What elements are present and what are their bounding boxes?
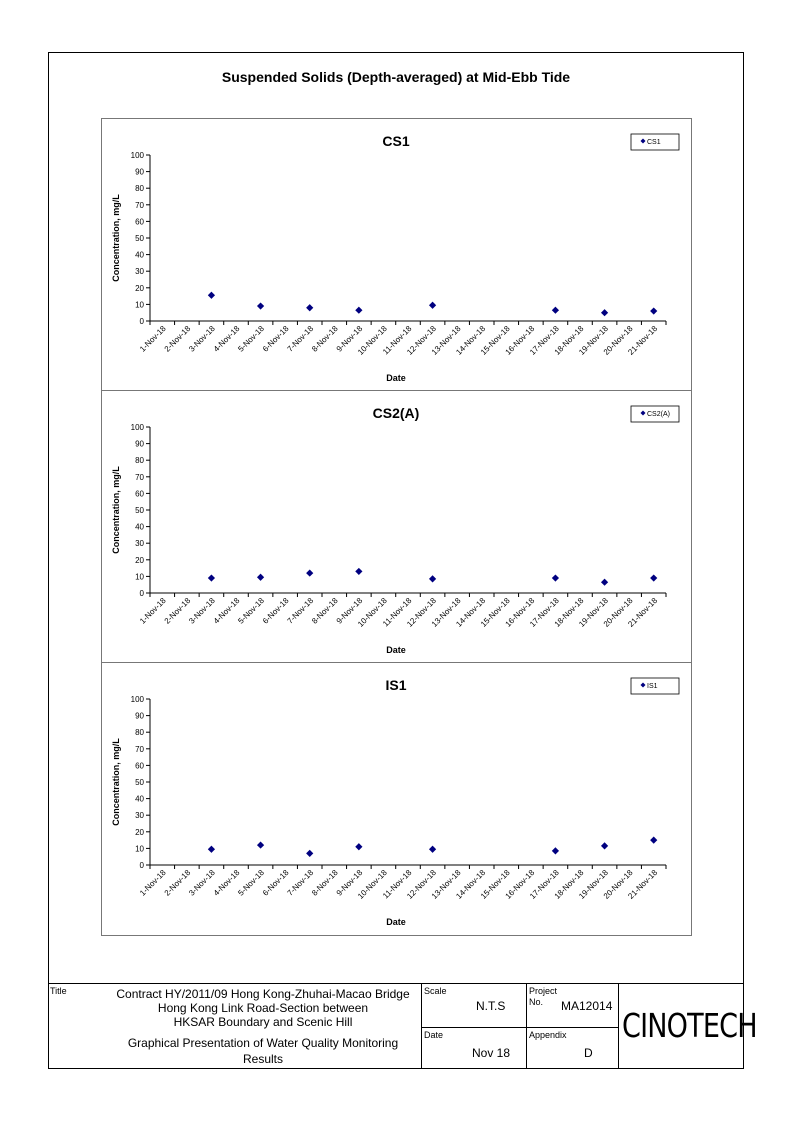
x-tick-label: 8-Nov-18: [310, 868, 340, 898]
y-tick-label: 0: [139, 317, 144, 326]
x-tick-label: 19-Nov-18: [577, 324, 610, 357]
x-axis-label: Date: [386, 645, 406, 655]
x-axis-label: Date: [386, 917, 406, 927]
data-point: [650, 574, 657, 581]
drawing-subtitle-line: Graphical Presentation of Water Quality Monitoring: [127, 1036, 399, 1050]
y-tick-label: 90: [135, 439, 144, 449]
x-tick-label: 17-Nov-18: [528, 868, 561, 901]
y-tick-label: 80: [135, 456, 144, 466]
project-title-line: Hong Kong Link Road-Section between: [157, 1001, 369, 1015]
y-tick-label: 40: [135, 794, 144, 804]
x-tick-label: 17-Nov-18: [528, 324, 561, 357]
y-tick-label: 20: [135, 555, 144, 565]
x-tick-label: 8-Nov-18: [310, 324, 340, 354]
appendix-label: Appendix: [529, 1030, 567, 1040]
x-tick-label: 13-Nov-18: [429, 596, 463, 629]
legend-label: CS2(A): [647, 411, 670, 418]
x-tick-label: 7-Nov-18: [285, 596, 316, 626]
y-tick-label: 30: [135, 267, 144, 277]
x-tick-label: 10-Nov-18: [356, 324, 389, 357]
scale-value: N.T.S: [476, 999, 506, 1013]
date-label: Date: [424, 1030, 444, 1040]
y-tick-label: 10: [135, 300, 144, 310]
x-tick-label: 8-Nov-18: [310, 596, 340, 626]
data-point: [429, 302, 436, 309]
x-tick-label: 4-Nov-18: [211, 596, 242, 626]
y-tick-label: 60: [135, 761, 144, 771]
data-point: [306, 304, 313, 311]
x-tick-label: 14-Nov-18: [454, 868, 488, 901]
x-tick-label: 9-Nov-18: [334, 596, 365, 626]
x-tick-label: 5-Nov-18: [236, 324, 266, 354]
x-tick-label: 3-Nov-18: [187, 596, 217, 626]
x-tick-label: 19-Nov-18: [577, 868, 610, 901]
y-tick-label: 100: [130, 423, 144, 432]
y-tick-label: 60: [135, 489, 144, 499]
data-point: [208, 292, 215, 299]
data-point: [257, 302, 264, 309]
divider: [421, 1027, 618, 1028]
y-tick-label: 70: [135, 200, 144, 210]
x-tick-label: 6-Nov-18: [260, 596, 291, 626]
x-tick-label: 12-Nov-18: [405, 868, 438, 901]
x-tick-label: 1-Nov-18: [138, 868, 168, 898]
data-point: [601, 842, 608, 849]
chart-title: IS1: [385, 677, 407, 693]
title-block: [48, 983, 757, 1069]
divider: [618, 984, 619, 1069]
project-no-label: No.: [529, 997, 544, 1007]
x-tick-label: 15-Nov-18: [478, 596, 512, 629]
x-tick-label: 3-Nov-18: [187, 868, 217, 898]
x-tick-label: 5-Nov-18: [236, 868, 266, 898]
scale-label: Scale: [424, 986, 447, 996]
data-point: [208, 846, 215, 853]
data-point: [355, 843, 362, 850]
y-tick-label: 40: [135, 522, 144, 532]
y-tick-label: 100: [130, 151, 144, 160]
x-tick-label: 21-Nov-18: [626, 868, 660, 901]
x-tick-label: 10-Nov-18: [356, 596, 389, 629]
x-tick-label: 12-Nov-18: [405, 596, 438, 629]
x-tick-label: 15-Nov-18: [478, 868, 512, 901]
x-tick-label: 11-Nov-18: [381, 596, 414, 629]
y-tick-label: 0: [139, 861, 144, 870]
project-title-line: Contract HY/2011/09 Hong Kong-Zhuhai-Macao Bridge: [116, 987, 410, 1001]
y-tick-label: 50: [135, 506, 144, 515]
x-tick-label: 10-Nov-18: [356, 868, 389, 901]
x-tick-label: 17-Nov-18: [528, 596, 561, 629]
chart-title: CS2(A): [372, 405, 420, 421]
data-point: [355, 307, 362, 314]
project-title-line: HKSAR Boundary and Scenic Hill: [173, 1015, 353, 1029]
x-tick-label: 9-Nov-18: [334, 324, 365, 354]
y-axis-label: Concentration, mg/L: [111, 738, 121, 826]
project-title: [108, 987, 418, 1029]
x-tick-label: 18-Nov-18: [552, 868, 586, 901]
x-tick-label: 20-Nov-18: [601, 324, 635, 357]
x-tick-label: 11-Nov-18: [381, 868, 414, 901]
data-point: [552, 574, 559, 581]
x-tick-label: 14-Nov-18: [454, 596, 488, 629]
x-tick-label: 5-Nov-18: [236, 596, 266, 626]
y-tick-label: 30: [135, 539, 144, 549]
y-axis-label: Concentration, mg/L: [111, 194, 121, 282]
x-tick-label: 7-Nov-18: [285, 324, 316, 354]
x-tick-label: 20-Nov-18: [601, 596, 635, 629]
x-tick-label: 19-Nov-18: [577, 596, 610, 629]
y-tick-label: 90: [135, 167, 144, 177]
x-axis-label: Date: [386, 373, 406, 383]
x-tick-label: 7-Nov-18: [285, 868, 316, 898]
page-title: Suspended Solids (Depth-averaged) at Mid-Ebb Tide: [221, 69, 571, 85]
data-point: [601, 309, 608, 316]
y-tick-label: 70: [135, 744, 144, 754]
x-tick-label: 6-Nov-18: [260, 324, 291, 354]
y-tick-label: 70: [135, 472, 144, 482]
y-tick-label: 80: [135, 728, 144, 738]
x-tick-label: 2-Nov-18: [162, 324, 193, 354]
data-point: [208, 574, 215, 581]
chart-title: CS1: [382, 133, 410, 149]
x-tick-label: 2-Nov-18: [162, 596, 193, 626]
chart-cs1: [102, 119, 691, 391]
y-tick-label: 10: [135, 844, 144, 854]
data-point: [650, 307, 657, 314]
chart-cs2a: [102, 391, 691, 663]
x-tick-label: 18-Nov-18: [552, 324, 586, 357]
data-point: [257, 574, 264, 581]
x-tick-label: 6-Nov-18: [260, 868, 291, 898]
data-point: [257, 841, 264, 848]
legend-label: CS1: [647, 139, 661, 146]
x-tick-label: 21-Nov-18: [626, 596, 660, 629]
y-tick-label: 50: [135, 778, 144, 787]
data-point: [429, 575, 436, 582]
x-tick-label: 4-Nov-18: [211, 868, 242, 898]
y-tick-label: 20: [135, 827, 144, 837]
data-point: [552, 307, 559, 314]
drawing-subtitle: [108, 1035, 418, 1067]
x-tick-label: 21-Nov-18: [626, 324, 660, 357]
data-point: [650, 837, 657, 844]
data-point: [306, 850, 313, 857]
y-tick-label: 0: [139, 589, 144, 598]
x-tick-label: 11-Nov-18: [381, 324, 414, 357]
x-tick-label: 3-Nov-18: [187, 324, 217, 354]
legend-label: IS1: [647, 683, 658, 690]
chart-is1: [102, 663, 691, 935]
charts-panel: [101, 118, 692, 936]
x-tick-label: 9-Nov-18: [334, 868, 365, 898]
y-tick-label: 50: [135, 234, 144, 243]
date-value: Nov 18: [472, 1046, 511, 1060]
x-tick-label: 16-Nov-18: [503, 324, 537, 357]
x-tick-label: 1-Nov-18: [138, 596, 168, 626]
y-tick-label: 10: [135, 572, 144, 582]
project-label: Project: [529, 986, 558, 996]
title-label: Title: [50, 986, 67, 996]
data-point: [306, 569, 313, 576]
y-tick-label: 60: [135, 217, 144, 227]
y-axis-label: Concentration, mg/L: [111, 466, 121, 554]
x-tick-label: 14-Nov-18: [454, 324, 488, 357]
y-tick-label: 40: [135, 250, 144, 260]
data-point: [552, 847, 559, 854]
x-tick-label: 13-Nov-18: [429, 324, 463, 357]
data-point: [601, 579, 608, 586]
company-logo: CINOTECH: [622, 1006, 757, 1045]
y-tick-label: 80: [135, 184, 144, 194]
data-point: [355, 568, 362, 575]
y-tick-label: 30: [135, 811, 144, 821]
x-tick-label: 16-Nov-18: [503, 596, 537, 629]
project-no-value: MA12014: [561, 999, 613, 1013]
drawing-subtitle-line: Results: [242, 1052, 283, 1066]
x-tick-label: 18-Nov-18: [552, 596, 586, 629]
x-tick-label: 15-Nov-18: [478, 324, 512, 357]
x-tick-label: 12-Nov-18: [405, 324, 438, 357]
legend: [631, 406, 679, 422]
y-tick-label: 20: [135, 283, 144, 293]
appendix-value: D: [584, 1046, 593, 1060]
legend: [631, 134, 679, 150]
x-tick-label: 2-Nov-18: [162, 868, 193, 898]
x-tick-label: 13-Nov-18: [429, 868, 463, 901]
x-tick-label: 20-Nov-18: [601, 868, 635, 901]
legend: [631, 678, 679, 694]
x-tick-label: 1-Nov-18: [138, 324, 168, 354]
x-tick-label: 4-Nov-18: [211, 324, 242, 354]
x-tick-label: 16-Nov-18: [503, 868, 537, 901]
y-tick-label: 100: [130, 695, 144, 704]
data-point: [429, 846, 436, 853]
y-tick-label: 90: [135, 711, 144, 721]
